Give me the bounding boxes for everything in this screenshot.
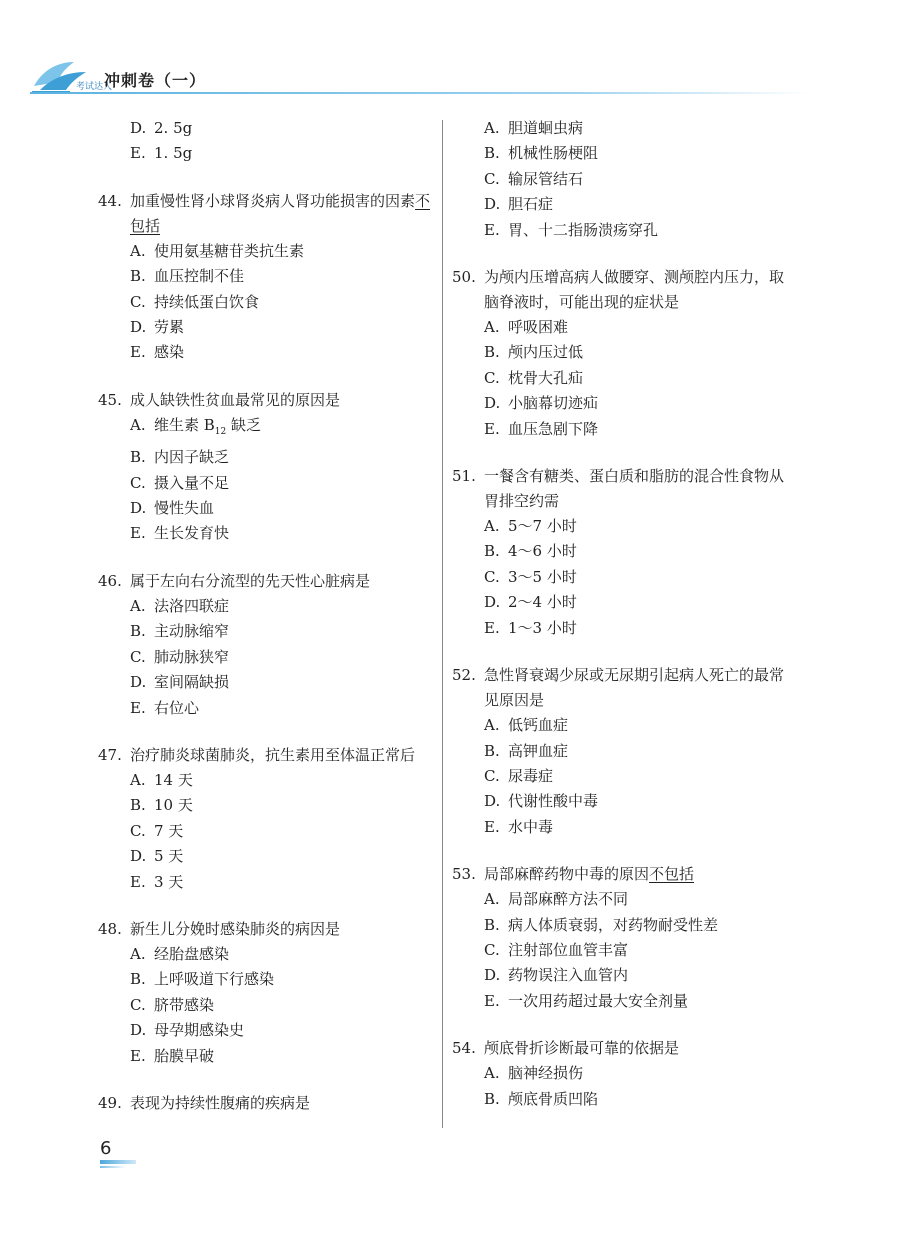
left-column xyxy=(98,116,438,1116)
option-d[interactable]: D. 母孕期感染史 xyxy=(130,1021,245,1040)
option-b[interactable]: B. 4～6 小时 xyxy=(484,542,577,561)
option-c[interactable]: C. 尿毒症 xyxy=(484,766,554,785)
header-rule xyxy=(30,92,810,94)
option-a[interactable]: A. 5～7 小时 xyxy=(484,517,577,536)
option-b[interactable]: B. 机械性肠梗阻 xyxy=(484,144,599,163)
book-wing-logo-icon xyxy=(30,56,113,96)
option-e[interactable]: E. 生长发育快 xyxy=(130,524,230,543)
page-number: 6 xyxy=(100,1138,112,1159)
page-number-rule-secondary xyxy=(100,1166,126,1168)
option-d[interactable]: D. 慢性失血 xyxy=(130,499,215,518)
question-50 xyxy=(452,265,797,442)
question-51 xyxy=(452,464,797,641)
option-b[interactable]: B. 高钾血症 xyxy=(484,741,569,760)
option-a[interactable]: A. 胆道蛔虫病 xyxy=(484,119,584,137)
option-d[interactable]: D. 小脑幕切迹疝 xyxy=(484,394,599,413)
option-a[interactable]: A. 局部麻醉方法不同 xyxy=(484,890,629,909)
question-stem: 45. 成人缺铁性贫血最常见的原因是 xyxy=(98,390,341,409)
question-stem: 53. 局部麻醉药物中毒的原因不包括 xyxy=(452,865,695,884)
option-a[interactable]: A. 脑神经损伤 xyxy=(484,1064,584,1083)
question-43-continuation xyxy=(98,116,438,167)
svg-text:考试达人: 考试达人 xyxy=(76,82,113,92)
question-stem: 47. 治疗肺炎球菌肺炎，抗生素用至体温正常后 xyxy=(98,745,416,764)
option-e[interactable]: E. 血压急剧下降 xyxy=(484,419,599,438)
option-b[interactable]: B. 上呼吸道下行感染 xyxy=(130,970,275,989)
question-stem: 48. 新生儿分娩时感染肺炎的病因是 xyxy=(98,919,341,938)
option-a[interactable]: A. 使用氨基糖苷类抗生素 xyxy=(130,241,305,260)
option-e[interactable]: E. 水中毒 xyxy=(484,817,554,836)
question-49-continuation xyxy=(452,116,797,243)
option-e[interactable]: E. 感染 xyxy=(130,343,185,362)
question-stem: 52. 急性肾衰竭少尿或无尿期引起病人死亡的最常见原因是 xyxy=(452,666,785,710)
option-a[interactable]: A. 呼吸困难 xyxy=(484,318,569,337)
option-b[interactable]: B. 颅内压过低 xyxy=(484,343,584,362)
option-c[interactable]: C. 输尿管结石 xyxy=(484,169,584,188)
negation-emphasis: 不包括 xyxy=(649,865,695,884)
option-d[interactable]: D. 胆石症 xyxy=(484,195,554,214)
option-d[interactable]: D. 5 天 xyxy=(130,847,184,866)
question-stem: 54. 颅底骨折诊断最可靠的依据是 xyxy=(452,1039,680,1058)
question-53 xyxy=(452,862,797,1014)
question-49 xyxy=(98,1091,438,1116)
option-c[interactable]: C. 脐带感染 xyxy=(130,995,215,1014)
question-stem: 44. 加重慢性肾小球肾炎病人肾功能损害的因素不包括 xyxy=(98,191,431,235)
option-b[interactable]: B. 颅底骨质凹陷 xyxy=(484,1089,599,1108)
option-b[interactable]: B. 主动脉缩窄 xyxy=(130,622,230,641)
column-divider xyxy=(442,120,443,1128)
option-e[interactable]: E. 右位心 xyxy=(130,698,200,717)
option-b[interactable]: B. 病人体质衰弱，对药物耐受性差 xyxy=(484,915,719,934)
question-45 xyxy=(98,388,438,547)
option-d[interactable]: D. 药物误注入血管内 xyxy=(484,966,629,985)
question-stem: 51. 一餐含有糖类、蛋白质和脂肪的混合性食物从胃排空约需 xyxy=(452,467,785,511)
option-c[interactable]: C. 3～5 小时 xyxy=(484,567,577,586)
option-d[interactable]: D. 代谢性酸中毒 xyxy=(484,792,599,811)
question-48 xyxy=(98,917,438,1069)
question-46 xyxy=(98,569,438,721)
option-e[interactable]: E. 一次用药超过最大安全剂量 xyxy=(484,991,689,1010)
option-c[interactable]: C. 枕骨大孔疝 xyxy=(484,368,584,387)
option-e[interactable]: E. 胃、十二指肠溃疡穿孔 xyxy=(484,220,659,239)
option-a[interactable]: A. 法洛四联症 xyxy=(130,596,230,615)
option-c[interactable]: C. 持续低蛋白饮食 xyxy=(130,292,260,311)
question-47 xyxy=(98,743,438,895)
question-stem: 46. 属于左向右分流型的先天性心脏病是 xyxy=(98,571,371,590)
option-d[interactable]: D. 2. 5g xyxy=(130,119,193,137)
option-e[interactable]: E. 1～3 小时 xyxy=(484,618,577,637)
option-b[interactable]: B. 内因子缺乏 xyxy=(130,448,230,467)
option-c[interactable]: C. 7 天 xyxy=(130,821,184,840)
option-d[interactable]: D. 2～4 小时 xyxy=(484,593,577,612)
option-d[interactable]: D. 劳累 xyxy=(130,318,185,337)
option-d[interactable]: D. 室间隔缺损 xyxy=(130,673,230,692)
option-c[interactable]: C. 肺动脉狭窄 xyxy=(130,647,230,666)
page-number-rule xyxy=(100,1160,136,1164)
option-b[interactable]: B. 10 天 xyxy=(130,796,193,815)
option-a[interactable]: A. 维生素 $B_{12}$ 缺乏 xyxy=(130,415,262,437)
option-a[interactable]: A. 经胎盘感染 xyxy=(130,944,230,963)
option-e[interactable]: E. 胎膜早破 xyxy=(130,1046,215,1065)
option-c[interactable]: C. 摄入量不足 xyxy=(130,473,230,492)
option-a[interactable]: A. 低钙血症 xyxy=(484,716,569,735)
option-b[interactable]: B. 血压控制不佳 xyxy=(130,267,245,286)
right-column xyxy=(452,116,797,1112)
question-stem: 49. 表现为持续性腹痛的疾病是 xyxy=(98,1093,311,1112)
question-52 xyxy=(452,663,797,840)
page-header xyxy=(0,0,900,100)
option-a[interactable]: A. 14 天 xyxy=(130,770,193,789)
negation-emphasis: 不包括 xyxy=(130,191,431,235)
option-e[interactable]: E. 3 天 xyxy=(130,872,184,891)
question-stem: 50. 为颅内压增高病人做腰穿、测颅腔内压力，取脑脊液时，可能出现的症状是 xyxy=(452,268,785,312)
question-54 xyxy=(452,1036,797,1112)
page-title: 冲刺卷（一） xyxy=(104,71,207,90)
option-e[interactable]: E. 1. 5g xyxy=(130,144,193,163)
option-c[interactable]: C. 注射部位血管丰富 xyxy=(484,940,629,959)
question-44 xyxy=(98,189,438,366)
